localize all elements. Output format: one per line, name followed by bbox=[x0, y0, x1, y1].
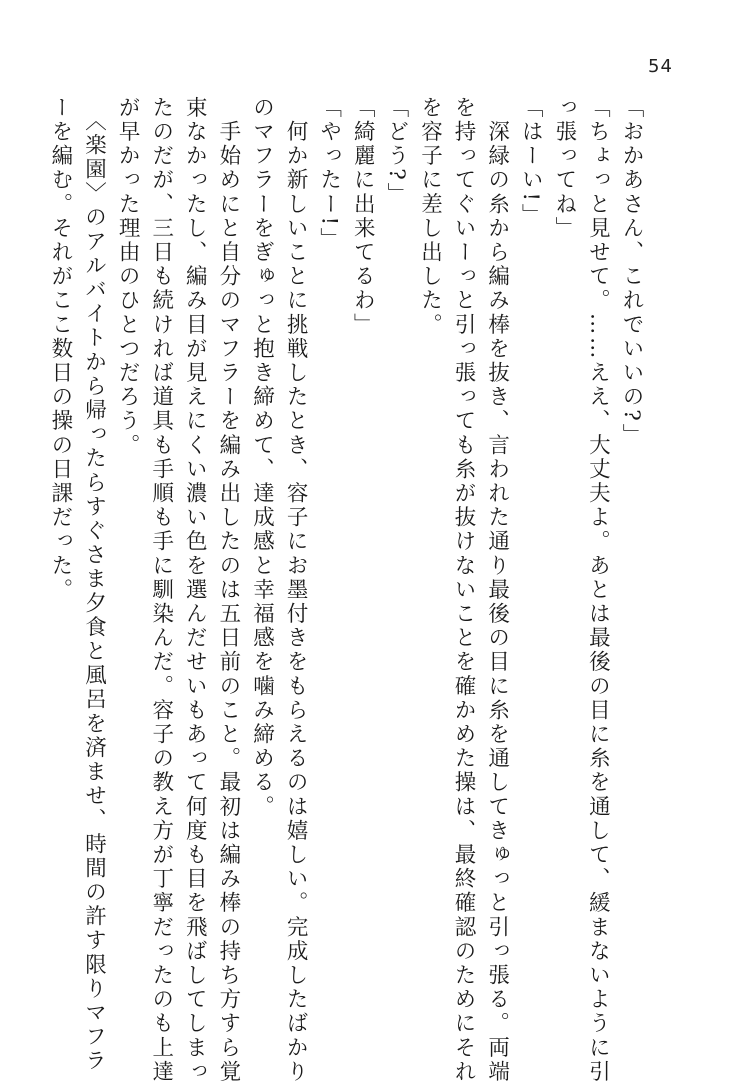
text-line: 「ちょっと見せて。……ええ、大丈夫よ。あとは最後の目に糸を通して、緩まないように引 bbox=[585, 96, 611, 1084]
text-line: を持ってぐいーっと引っ張っても糸が抜けないことを確かめた操は、最終確認のためにそれ bbox=[451, 96, 477, 1084]
text-line: 「やったー!」 bbox=[316, 96, 342, 252]
text-line: を容子に差し出した。 bbox=[417, 96, 443, 337]
text-line: っ張ってね」 bbox=[551, 96, 577, 241]
text-line: 「綺麗に出来てるわ」 bbox=[350, 96, 376, 337]
page-number: 54 bbox=[648, 56, 673, 77]
vertical-text-body bbox=[47, 96, 648, 1084]
text-line: 〈楽園〉のアルバイトから帰ったらすぐさま夕食と風呂を済ませ、時間の許す限りマフラ bbox=[81, 96, 107, 1074]
text-line: たのだが、三日も続ければ道具も手順も手に馴染んだ。容子の教え方が丁寧だったのも上達 bbox=[148, 96, 174, 1084]
text-line: 「どう?」 bbox=[383, 96, 409, 207]
text-line: ーを編む。それがここ数日の操の日課だった。 bbox=[47, 96, 73, 603]
text-line: 深緑の糸から編み棒を抜き、言われた通り最後の目に糸を通してきゅっと引っ張る。両端 bbox=[484, 96, 510, 1084]
text-line: が早かった理由のひとつだろう。 bbox=[115, 96, 141, 458]
text-line: 手始めにと自分のマフラーを編み出したのは五日前のこと。最初は編み棒の持ち方すら覚 bbox=[215, 96, 241, 1084]
text-line: 「はーい!」 bbox=[518, 96, 544, 228]
text-line: 「おかあさん、これでいいの?」 bbox=[619, 96, 644, 448]
text-line: 束なかったし、編み目が見えにくい濃い色を選んだせいもあって何度も目を飛ばしてしまっ bbox=[182, 96, 208, 1084]
text-line: のマフラーをぎゅっと抱き締めて、達成感と幸福感を噛み締める。 bbox=[249, 96, 275, 819]
text-line: 何か新しいことに挑戦したとき、容子にお墨付きをもらえるのは嬉しい。完成したばかり bbox=[283, 96, 309, 1084]
